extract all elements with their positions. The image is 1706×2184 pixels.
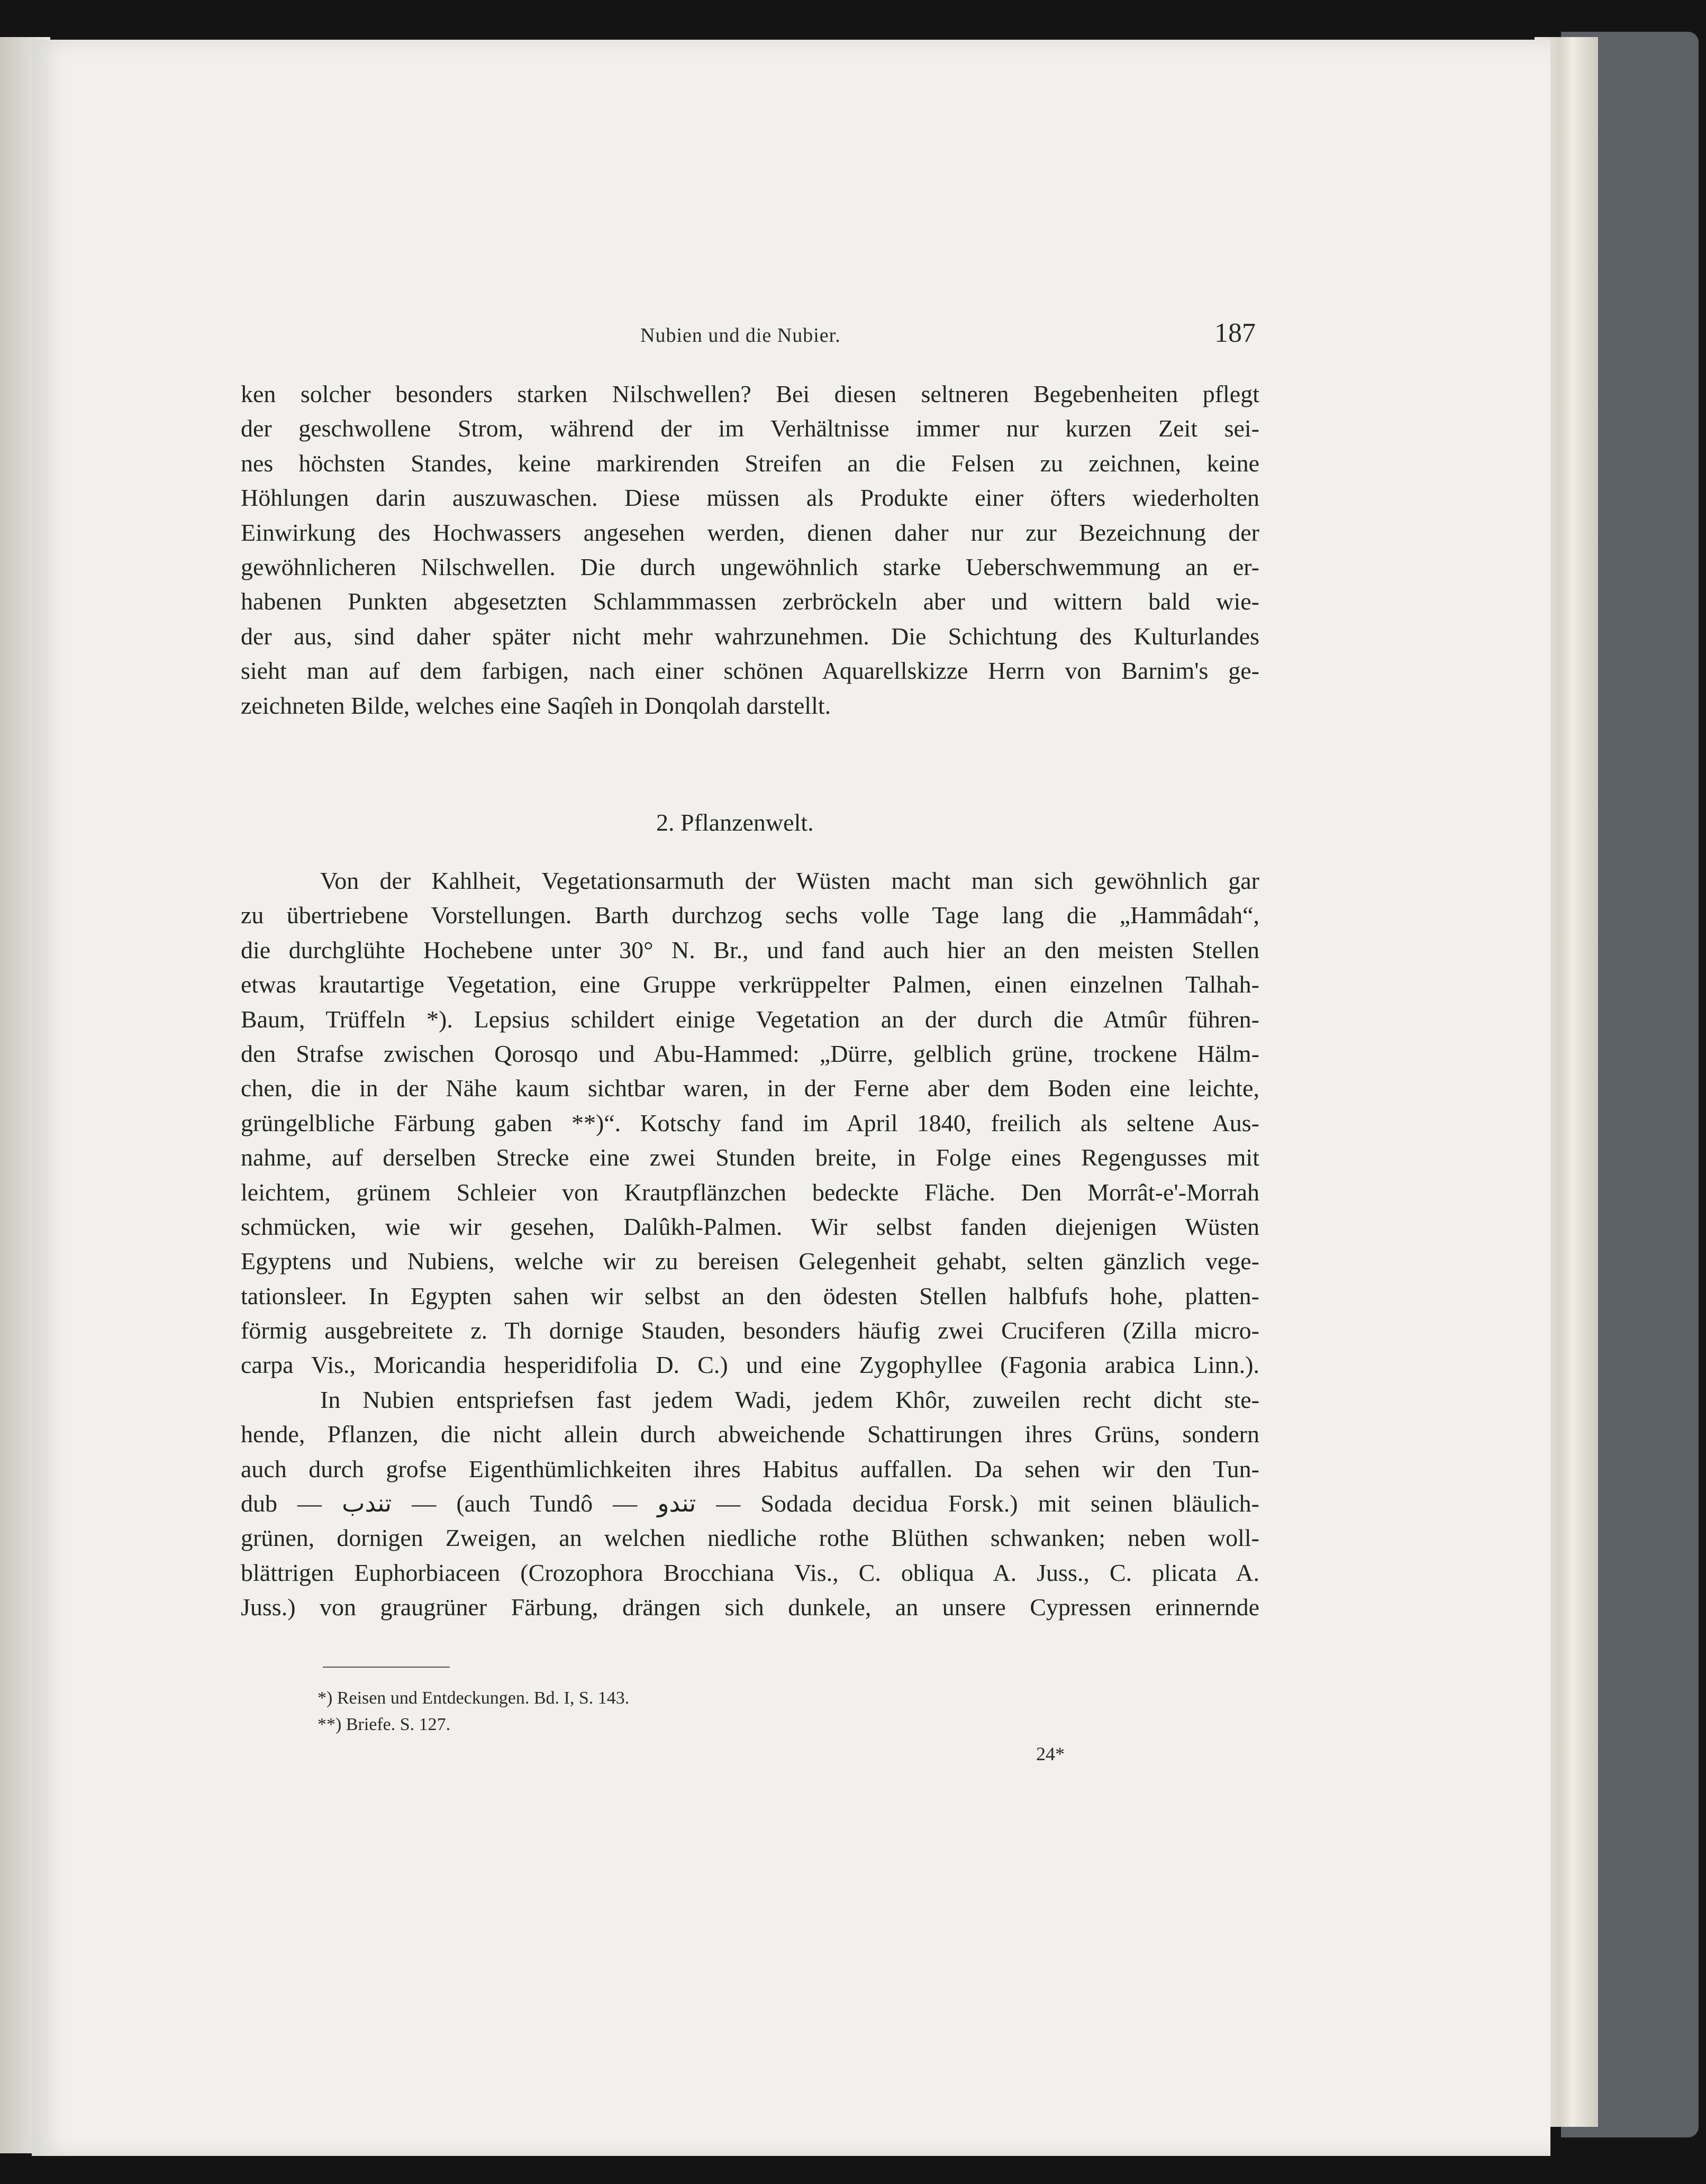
text-line: der aus, sind daher später nicht mehr wahrzunehmen. Die Schichtung des Kulturlandes (241, 622, 1259, 650)
text-line: chen, die in der Nähe kaum sichtbar waren, in der Ferne aber dem Boden eine leichte, (241, 1075, 1259, 1102)
footnote-rule (323, 1667, 450, 1668)
text-line: Einwirkung des Hochwassers angesehen werden, dienen daher nur zur Bezeichnung der (241, 518, 1259, 546)
text-line: nahme, auf derselben Strecke eine zwei Stunden breite, in Folge eines Regengusses mit (241, 1144, 1259, 1171)
text-line: zu übertriebene Vorstellungen. Barth durchzog sechs volle Tage lang die „Hammâdah“, (241, 902, 1259, 929)
text-line: Juss.) von graugrüner Färbung, drängen sich dunkele, an unsere Cypressen erinnernde (241, 1594, 1259, 1621)
footnote: *) Reisen und Entdeckungen. Bd. I, S. 143. (317, 1688, 630, 1708)
signature-mark: 24* (1036, 1743, 1065, 1764)
text-line: Höhlungen darin auszuwaschen. Diese müssen als Produkte einer öfters wiederholten (241, 484, 1259, 512)
text-line: habenen Punkten abgesetzten Schlammmassen zerbröckeln aber und wittern bald wie- (241, 588, 1259, 615)
text-line: blättrigen Euphorbiaceen (Crozophora Brocchiana Vis., C. obliqua A. Juss., C. plicata A. (241, 1559, 1259, 1586)
text-line: gewöhnlicheren Nilschwellen. Die durch ungewöhnlich starke Ueberschwemmung an er- (241, 553, 1259, 580)
text-line: grünen, dornigen Zweigen, an welchen niedliche rothe Blüthen schwanken; neben woll- (241, 1524, 1259, 1552)
text-line: In Nubien entspriefsen fast jedem Wadi, jedem Khôr, zuweilen recht dicht ste- (320, 1386, 1259, 1413)
text-line: auch durch grofse Eigenthümlichkeiten ihres Habitus auffallen. Da sehen wir den Tun- (241, 1455, 1259, 1482)
paragraph-2 (241, 863, 1259, 1625)
section-heading: 2. Pflanzenwelt. (656, 809, 814, 836)
text-line: die durchglühte Hochebene unter 30° N. Br., und fand auch hier an den meisten Stellen (241, 936, 1259, 963)
text-line: etwas krautartige Vegetation, eine Gruppe verkrüppelter Palmen, einen einzelnen Talhah- (241, 971, 1259, 998)
text-line: Egyptens und Nubiens, welche wir zu bereisen Gelegenheit gehabt, selten gänzlich vege- (241, 1248, 1259, 1275)
text-line: der geschwollene Strom, während der im Verhältnisse immer nur kurzen Zeit sei- (241, 415, 1259, 442)
text-line: Baum, Trüffeln *). Lepsius schildert einige Vegetation an der durch die Atmûr führen- (241, 1005, 1259, 1033)
text-line: carpa Vis., Moricandia hesperidifolia D. C.) und eine Zygophyllee (Fagonia arabica Linn.). (241, 1351, 1259, 1379)
text-line: grüngelbliche Färbung gaben **)“. Kotschy fand im April 1840, freilich als seltene Aus- (241, 1109, 1259, 1136)
text-line: ken solcher besonders starken Nilschwellen? Bei diesen seltneren Begebenheiten pflegt (241, 380, 1259, 407)
text-line: sieht man auf dem farbigen, nach einer schönen Aquarellskizze Herrn von Barnim's ge- (241, 657, 1259, 685)
page-number: 187 (1214, 318, 1256, 348)
text-line: Von der Kahlheit, Vegetationsarmuth der Wüsten macht man sich gewöhnlich gar (320, 867, 1259, 894)
text-line: den Strafse zwischen Qorosqo und Abu-Hammed: „Dürre, gelblich grüne, trockene Hälm- (241, 1040, 1259, 1067)
running-title: Nubien und die Nubier. (640, 324, 841, 347)
paragraph-1 (241, 377, 1259, 723)
footnotes (317, 1685, 629, 1738)
text-line: schmücken, wie wir gesehen, Dalûkh-Palmen. Wir selbst fanden diejenigen Wüsten (241, 1213, 1259, 1240)
text-line: förmig ausgebreitete z. Th dornige Stauden, besonders häufig zwei Cruciferen (Zilla micro- (241, 1317, 1259, 1344)
text-line: hende, Pflanzen, die nicht allein durch abweichende Schattirungen ihres Grüns, sondern (241, 1421, 1259, 1448)
text-line: zeichneten Bilde, welches eine Saqîeh in Donqolah darstellt. (241, 691, 831, 719)
text-line: dub — تندب — (auch Tundô — تندو — Sodada decidua Forsk.) mit seinen bläulich- (241, 1490, 1259, 1517)
text-line: leichtem, grünem Schleier von Krautpflänzchen bedeckte Fläche. Den Morrât-e'-Morrah (241, 1178, 1259, 1206)
footnote: **) Briefe. S. 127. (317, 1715, 451, 1734)
text-line: tationsleer. In Egypten sahen wir selbst an den ödesten Stellen halbfufs hohe, platten- (241, 1282, 1259, 1309)
text-line: nes höchsten Standes, keine markirenden Streifen an die Felsen zu zeichnen, keine (241, 449, 1259, 477)
